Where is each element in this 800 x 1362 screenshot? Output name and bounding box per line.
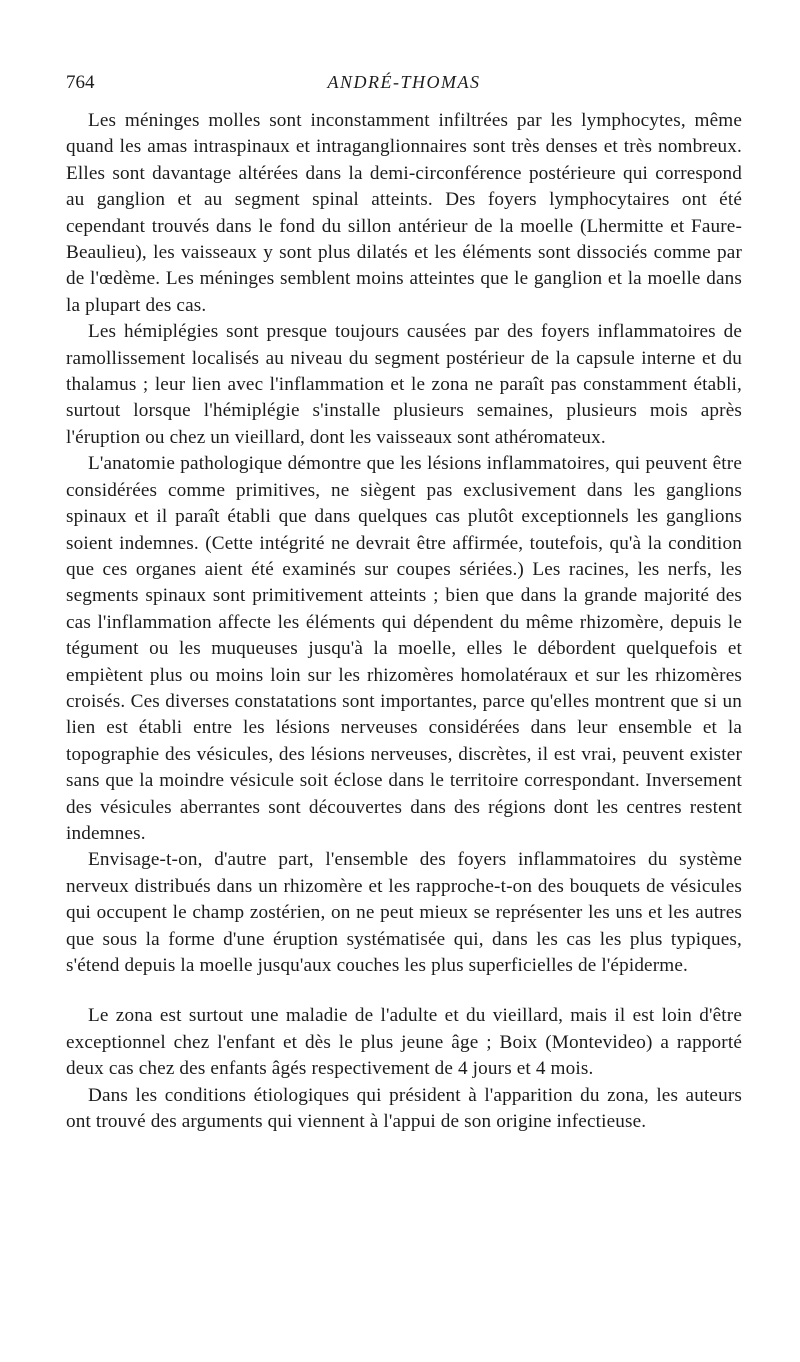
paragraph-etiologie: Dans les conditions étiologiques qui président à l'apparition du zona, les auteurs ont trouvé des arguments qui viennent à l'appui de son origine infectieuse. xyxy=(66,1084,742,1133)
running-header xyxy=(66,72,742,98)
paragraph-meninges: Les méninges molles sont inconstamment infiltrées par les lymphocytes, même quand les amas intraspinaux et intraganglionnaires sont très denses et très nombreux. Elles sont davantage altérées dans la demi-circonférence postérieure qui correspond au ganglion et au segment spinal atteints. Des foyers lymphocytaires ont été cependant trouvés dans le fond du sillon antérieur de la moelle (Lhermitte et Faure-Beaulieu), les vaisseaux y sont plus dilatés et les éléments sont dissociés comme par de l'œdème. Les méninges semblent moins atteintes que le ganglion et la moelle dans la plupart des cas. xyxy=(66,110,742,316)
page-number: 764 xyxy=(66,72,95,93)
paragraph-anatomie: L'anatomie pathologique démontre que les lésions inflammatoires, qui peuvent être considérées comme primitives, ne siègent pas exclusivement dans les ganglions spinaux et il paraît établi que dans quelques cas plutôt exceptionnels les ganglions soient indemnes. (Cette intégrité ne devrait être affirmée, toutefois, qu'à la condition que ces organes aient été examinés sur coupes sériées.) Les racines, les nerfs, les segments spinaux sont primitivement atteints ; bien que dans la grande majorité des cas l'inflammation affecte les éléments qui dépendent du même rhizomère, depuis le tégument ou les muqueuses jusqu'à la moelle, elles le débordent quelquefois et empiètent plus ou moins loin sur les rhizomères homolatéraux et sur les rhizomères croisés. Ces diverses constatations sont importantes, parce qu'elles montrent que si un lien est établi entre les lésions nerveuses considérées dans leur ensemble et la topographie des vésicules, des lésions nerveuses, discrètes, il est vrai, peuvent exister sans que la moindre vésicule soit éclose dans le territoire correspondant. Inversement des vésicules aberrantes sont découvertes dans des régions dont les centres restent indemnes. xyxy=(66,453,742,844)
paragraph-hemiplegies: Les hémiplégies sont presque toujours causées par des foyers inflammatoires de ramollissement localisés au niveau du segment postérieur de la capsule interne et du thalamus ; leur lien avec l'inflammation et le zona ne paraît pas constamment établi, surtout lorsque l'hémiplégie s'installe plusieurs semaines, plusieurs mois après l'éruption ou chez un vieillard, dont les vaisseaux sont athéromateux. xyxy=(66,321,742,448)
running-title: ANDRÉ-THOMAS xyxy=(327,72,481,92)
paragraph-age: Le zona est surtout une maladie de l'adulte et du vieillard, mais il est loin d'être exceptionnel chez l'enfant et dès le plus jeune âge ; Boix (Montevideo) a rapporté deux cas chez des enfants âgés respectivement de 4 jours et 4 mois. xyxy=(66,1005,742,1080)
section-break xyxy=(66,979,742,1003)
book-page xyxy=(66,72,742,1135)
paragraph-rhizomere: Envisage-t-on, d'autre part, l'ensemble des foyers inflammatoires du système nerveux distribués dans un rhizomère et les rapproche-t-on des bouquets de vésicules qui occupent le champ zostérien, on ne peut mieux se représenter les uns et les autres que sous la forme d'une éruption systématisée qui, dans les cas les plus typiques, s'étend depuis la moelle jusqu'aux couches les plus superficielles de l'épiderme. xyxy=(66,849,742,976)
